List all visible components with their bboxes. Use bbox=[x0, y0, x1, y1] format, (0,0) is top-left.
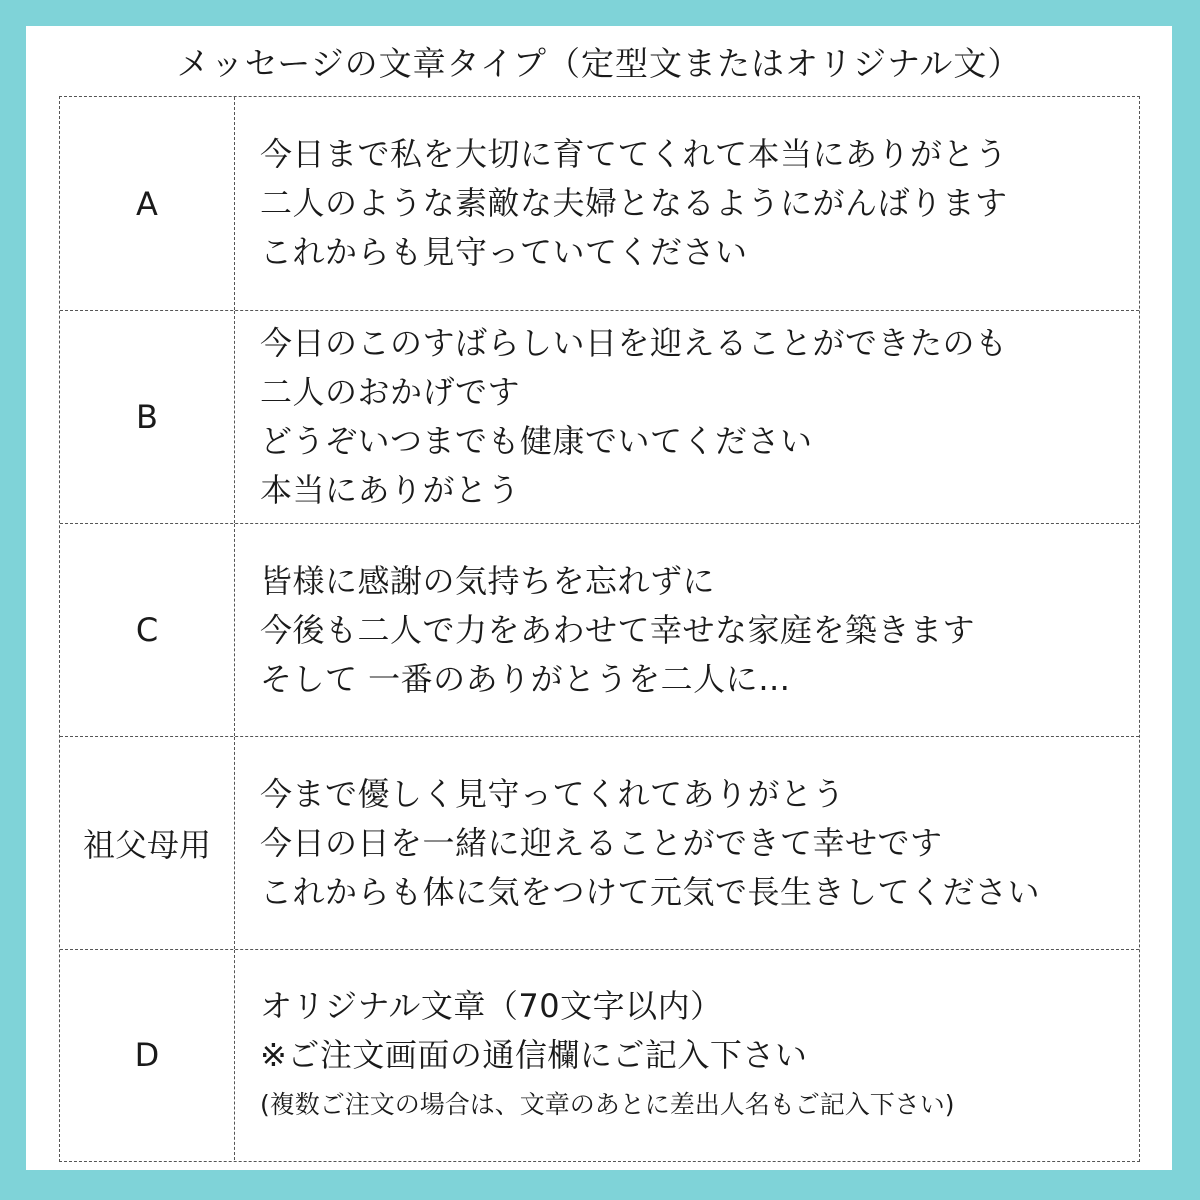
row-message bbox=[260, 311, 1129, 523]
row-message bbox=[260, 950, 1129, 1160]
message-line: どうぞいつまでも健康でいてください bbox=[260, 422, 813, 460]
message-line: 今後も二人で力をあわせて幸せな家庭を築きます bbox=[260, 610, 976, 649]
table-row-a bbox=[60, 97, 1139, 310]
row-label: A bbox=[136, 184, 158, 223]
message-line: 今まで優しく見守ってくれてありがとう bbox=[260, 774, 846, 813]
row-label: 祖父母用 bbox=[82, 826, 211, 864]
message-line: 今日の日を一緒に迎えることができて幸せです bbox=[260, 823, 943, 862]
table-row-b bbox=[60, 310, 1139, 523]
row-message bbox=[260, 524, 1129, 736]
row-message bbox=[260, 97, 1129, 310]
message-line: そして 一番のありがとうを二人に… bbox=[260, 659, 791, 698]
message-note: (複数ご注文の場合は、文章のあとに差出人名もご記入下さい) bbox=[260, 1089, 955, 1119]
row-label: B bbox=[136, 398, 158, 436]
message-line: ※ご注文画面の通信欄にご記入下さい bbox=[260, 1035, 808, 1074]
row-message bbox=[260, 737, 1129, 949]
message-line: 今日のこのすばらしい日を迎えることができたのも bbox=[260, 324, 1008, 362]
row-label: C bbox=[135, 611, 159, 649]
message-line: これからも体に気をつけて元気で長生きしてください bbox=[260, 872, 1041, 911]
message-line: 二人のような素敵な夫婦となるようにがんばります bbox=[260, 184, 1008, 222]
message-type-table bbox=[59, 96, 1140, 1162]
row-label: D bbox=[134, 1036, 160, 1074]
table-row-grandparents bbox=[60, 736, 1139, 949]
message-line: これからも見守っていてください bbox=[260, 233, 748, 271]
page-title: メッセージの文章タイプ（定型文またはオリジナル文） bbox=[176, 44, 1022, 83]
message-card bbox=[26, 26, 1172, 1170]
message-line: オリジナル文章（70文字以内） bbox=[260, 986, 723, 1025]
table-row-d bbox=[60, 949, 1139, 1160]
table-row-c bbox=[60, 523, 1139, 736]
message-line: 二人のおかげです bbox=[260, 373, 521, 411]
message-line: 皆様に感謝の気持ちを忘れずに bbox=[260, 561, 716, 600]
message-line: 今日まで私を大切に育ててくれて本当にありがとう bbox=[260, 135, 1008, 173]
message-line: 本当にありがとう bbox=[260, 471, 521, 509]
